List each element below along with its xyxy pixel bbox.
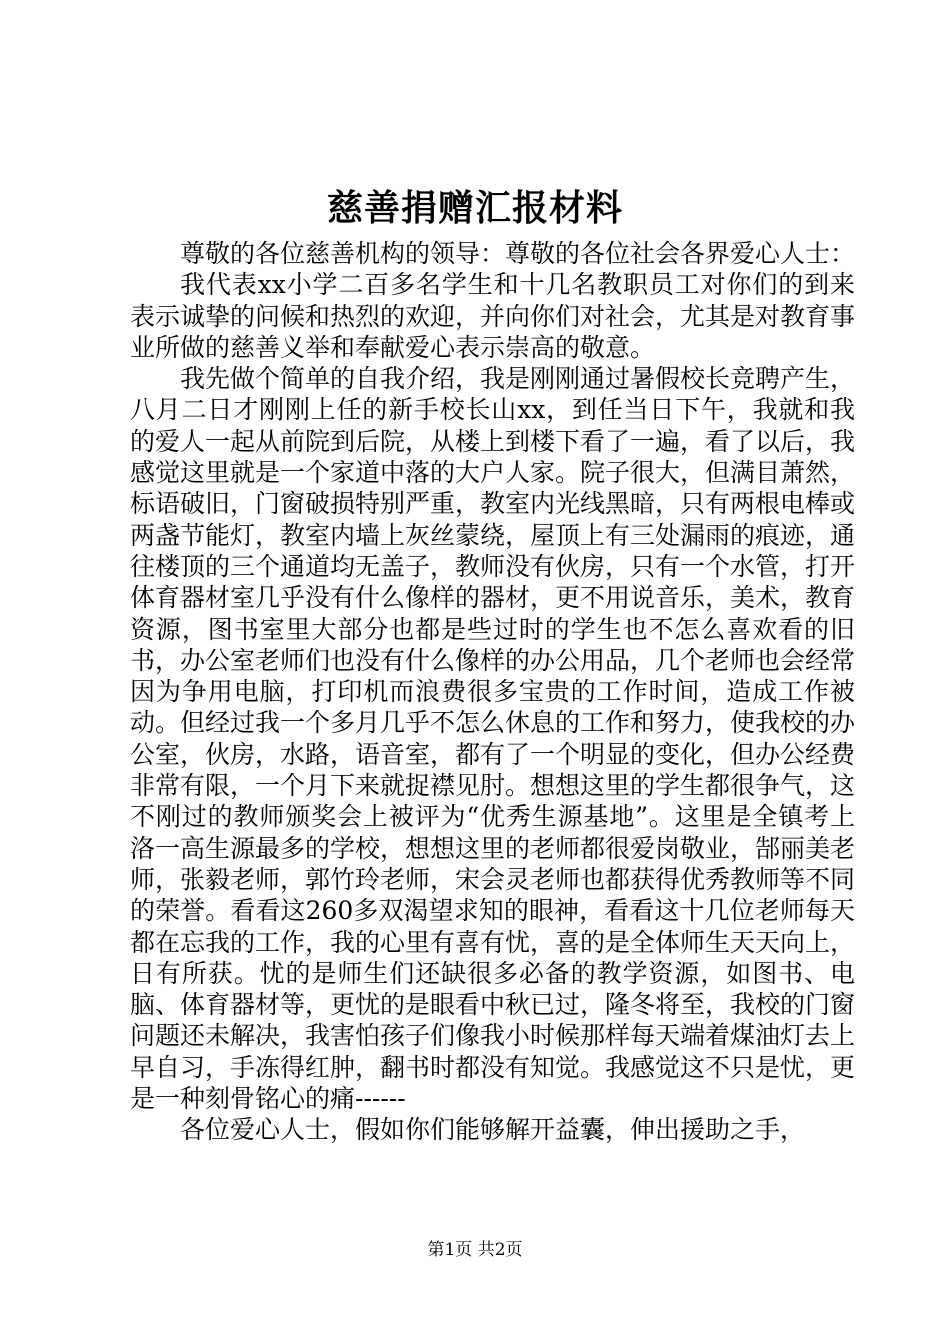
- paragraph-salutation: 尊敬的各位慈善机构的领导：尊敬的各位社会各界爱心人士：: [180, 239, 856, 268]
- paragraph-introduction: 我先做个简单的自我介绍，我是刚刚通过暑假校长竞聘产生，八月二日才刚刚上任的新手校长山xx，到任当日下午，我就和我的爱人一起从前院到后院，从楼上到楼下看了一遍，看了以后，我感觉这里就是一个家道中落的大户人家。院子很大，但满目萧然，标语破旧，门窗破损特别严重，教室内光线黑暗，只有两根电棒或两盏节能灯，教室内墙上灰丝蒙绕，屋顶上有三处漏雨的痕迹，通往楼顶的三个通道均无盖子，教师没有伙房，只有一个水管，打开体育器材室几乎没有什么像样的器材，更不用说音乐，美术，教育资源，图书室里大部分也都是些过时的学生也不怎么喜欢看的旧书，办公室老师们也没有什么像样的办公用品，几个老师也会经常因为争用电脑，打印机而浪费很多宝贵的工作时间，造成工作被动。但经过我一个多月几乎不怎么休息的工作和努力，使我校的办公室，伙房，水路，语音室，都有了一个明显的变化，但办公经费非常有限，一个月下来就捉襟见肘。想想这里的学生都很争气，这不刚过的教师颁奖会上被评为“优秀生源基地”。这里是全镇考上洛一高生源最多的学校，想想这里的老师都很爱岗敬业，郜丽美老师，张毅老师，郭竹玲老师，宋会灵老师也都获得优秀教师等不同的荣誉。看看这260多双渴望求知的眼神，看看这十几位老师每天都在忘我的工作，我的心里有喜有忧，喜的是全体师生天天向上，日有所获。忧的是师生们还缺很多必备的教学资源，如图书、电脑、体育器材等，更忧的是眼看中秋已过，隆冬将至，我校的门窗问题还未解决，我害怕孩子们像我小时候那样每天端着煤油灯去上早自习，手冻得红肿，翻书时都没有知觉。我感觉这不只是忧，更是一种刻骨铭心的痛------: [130, 364, 856, 1114]
- document-body: [130, 238, 855, 1146]
- page-footer: 第1页 共2页: [427, 1240, 523, 1260]
- document-title: 慈善捐赠汇报材料: [326, 187, 623, 229]
- paragraph-welcome: 我代表xx小学二百多名学生和十几名教职员工对你们的到来表示诚挚的问候和热烈的欢迎，并向你们对社会，尤其是对教育事业所做的慈善义举和奉献爱心表示崇高的敬意。: [130, 270, 856, 362]
- paragraph-appeal: 各位爱心人士，假如你们能够解开益囊，伸出援助之手，: [180, 1115, 806, 1145]
